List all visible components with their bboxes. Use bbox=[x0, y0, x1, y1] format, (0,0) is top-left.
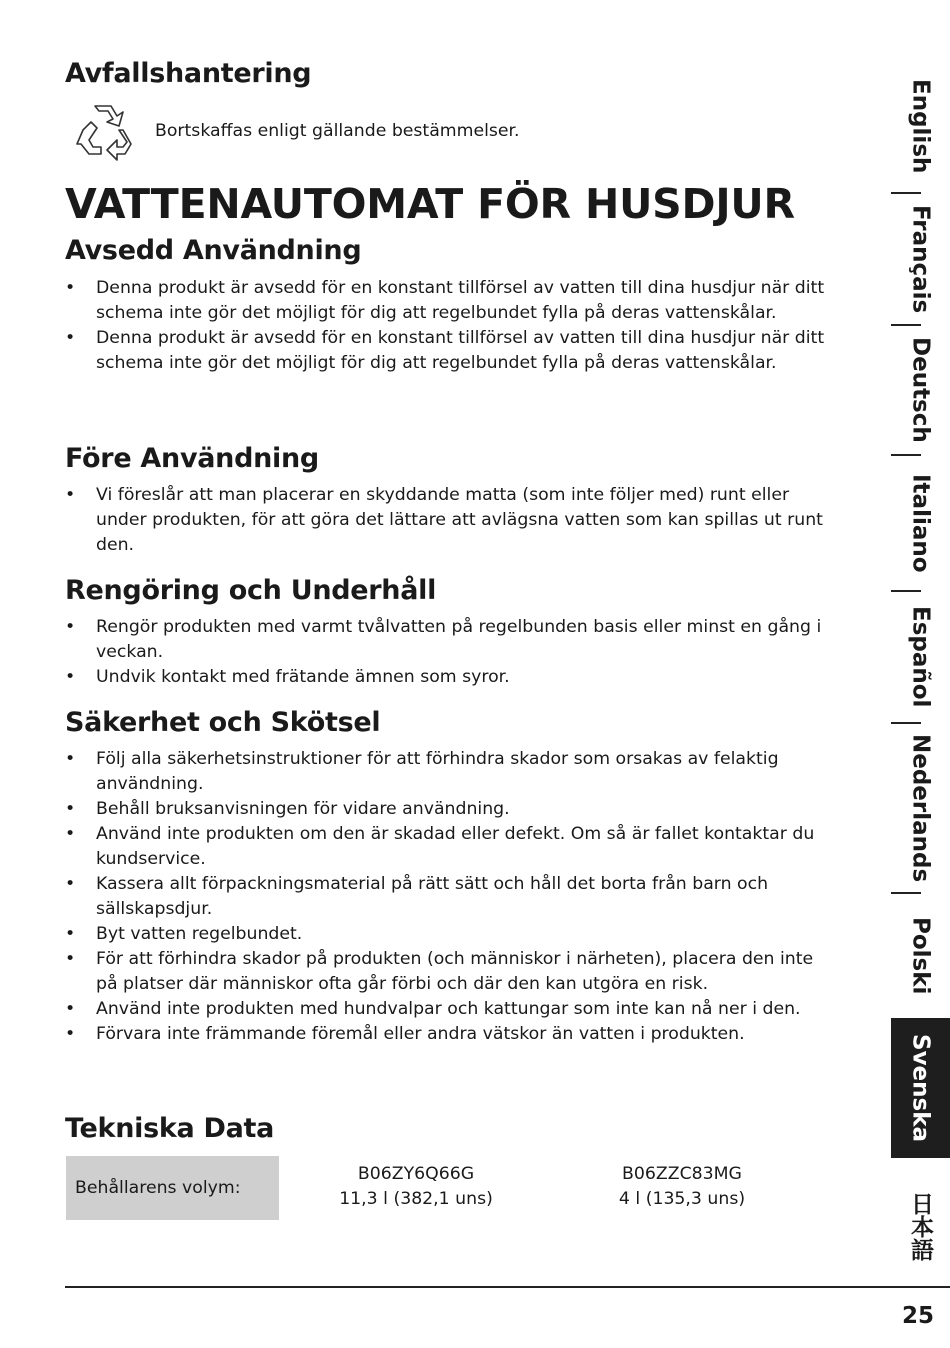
language-tabs bbox=[891, 60, 950, 1300]
list-item: • Rengör produkten med varmt tvålvatten på regelbunden basis eller minst en gång i veckan. bbox=[65, 615, 825, 665]
list-item: • Denna produkt är avsedd för en konstant tillförsel av vatten till dina husdjur när ditt schema inte gör det möjligt för dig att regelbundet fylla på deras vattenskålar. bbox=[65, 276, 825, 326]
tab-label: Deutsch bbox=[907, 337, 934, 443]
tab-francais[interactable] bbox=[891, 194, 950, 324]
tab-italiano[interactable] bbox=[891, 456, 950, 590]
tech-data-table bbox=[66, 1156, 826, 1220]
tab-label: 日本語 bbox=[907, 1191, 933, 1261]
tab-label: Español bbox=[907, 606, 934, 708]
tab-label: English bbox=[907, 78, 934, 174]
tech-data-label: Behållarens volym: bbox=[66, 1156, 279, 1220]
page-number: 25 bbox=[901, 1303, 934, 1329]
tab-label: Svenska bbox=[907, 1033, 934, 1143]
tab-deutsch[interactable] bbox=[891, 326, 950, 454]
list-item: • Kassera allt förpackningsmaterial på rätt sätt och håll det borta från barn och sällskapsdjur. bbox=[65, 872, 825, 922]
intended-use-list bbox=[65, 276, 825, 376]
tab-label: Italiano bbox=[907, 473, 934, 573]
list-item: • Vi föreslår att man placerar en skyddande matta (som inte följer med) runt eller under produkten, för att göra det lättare att avlägsna vatten som kan spillas ut runt den. bbox=[65, 483, 825, 558]
section-heading-cleaning: Rengöring och Underhåll bbox=[65, 575, 437, 606]
section-heading-before-use: Före Användning bbox=[65, 443, 319, 474]
model-id: B06ZZC83MG bbox=[622, 1164, 742, 1184]
cleaning-list bbox=[65, 615, 825, 690]
page-title: VATTENAUTOMAT FÖR HUSDJUR bbox=[65, 180, 795, 228]
list-item: • Förvara inte främmande föremål eller andra vätskor än vatten i produkten. bbox=[65, 1022, 825, 1047]
model-id: B06ZY6Q66G bbox=[357, 1164, 475, 1184]
model-volume: 4 l (135,3 uns) bbox=[618, 1189, 746, 1209]
disposal-heading: Avfallshantering bbox=[65, 58, 312, 89]
tab-japanese[interactable] bbox=[891, 1172, 950, 1280]
list-item: • Följ alla säkerhetsinstruktioner för att förhindra skador som orsakas av felaktig användning. bbox=[65, 747, 825, 797]
list-item: • Använd inte produkten med hundvalpar och kattungar som inte kan nå ner i den. bbox=[65, 997, 825, 1022]
list-item: • Denna produkt är avsedd för en konstant tillförsel av vatten till dina husdjur när ditt schema inte gör det möjligt för dig att regelbundet fylla på deras vattenskålar. bbox=[65, 326, 825, 376]
model-column-1 bbox=[316, 1162, 516, 1212]
recycle-icon bbox=[73, 100, 135, 162]
section-heading-tech-data: Tekniska Data bbox=[65, 1113, 275, 1144]
tab-polski[interactable] bbox=[891, 894, 950, 1018]
model-volume: 11,3 l (382,1 uns) bbox=[339, 1189, 493, 1209]
tab-label: Nederlands bbox=[907, 733, 934, 883]
list-item: • Behåll bruksanvisningen för vidare användning. bbox=[65, 797, 825, 822]
list-item: • För att förhindra skador på produkten (och människor i närheten), placera den inte på platser där människor ofta går förbi och där den kan utgöra en risk. bbox=[65, 947, 825, 997]
tab-svenska[interactable] bbox=[891, 1018, 950, 1158]
before-use-list bbox=[65, 483, 825, 558]
tab-espanol[interactable] bbox=[891, 592, 950, 722]
tab-english[interactable] bbox=[891, 60, 950, 192]
section-heading-safety: Säkerhet och Skötsel bbox=[65, 707, 381, 738]
tab-label: Polski bbox=[907, 917, 934, 995]
tab-label: Français bbox=[907, 204, 934, 314]
tab-nederlands[interactable] bbox=[891, 724, 950, 892]
list-item: • Byt vatten regelbundet. bbox=[65, 922, 825, 947]
section-heading-intended-use: Avsedd Användning bbox=[65, 235, 362, 266]
list-item: • Använd inte produkten om den är skadad eller defekt. Om så är fallet kontaktar du kundservice. bbox=[65, 822, 825, 872]
list-item: • Undvik kontakt med frätande ämnen som syror. bbox=[65, 665, 825, 690]
disposal-text: Bortskaffas enligt gällande bestämmelser. bbox=[155, 121, 520, 141]
footer-divider bbox=[65, 1286, 950, 1288]
model-column-2 bbox=[582, 1162, 782, 1212]
safety-list bbox=[65, 747, 825, 1047]
